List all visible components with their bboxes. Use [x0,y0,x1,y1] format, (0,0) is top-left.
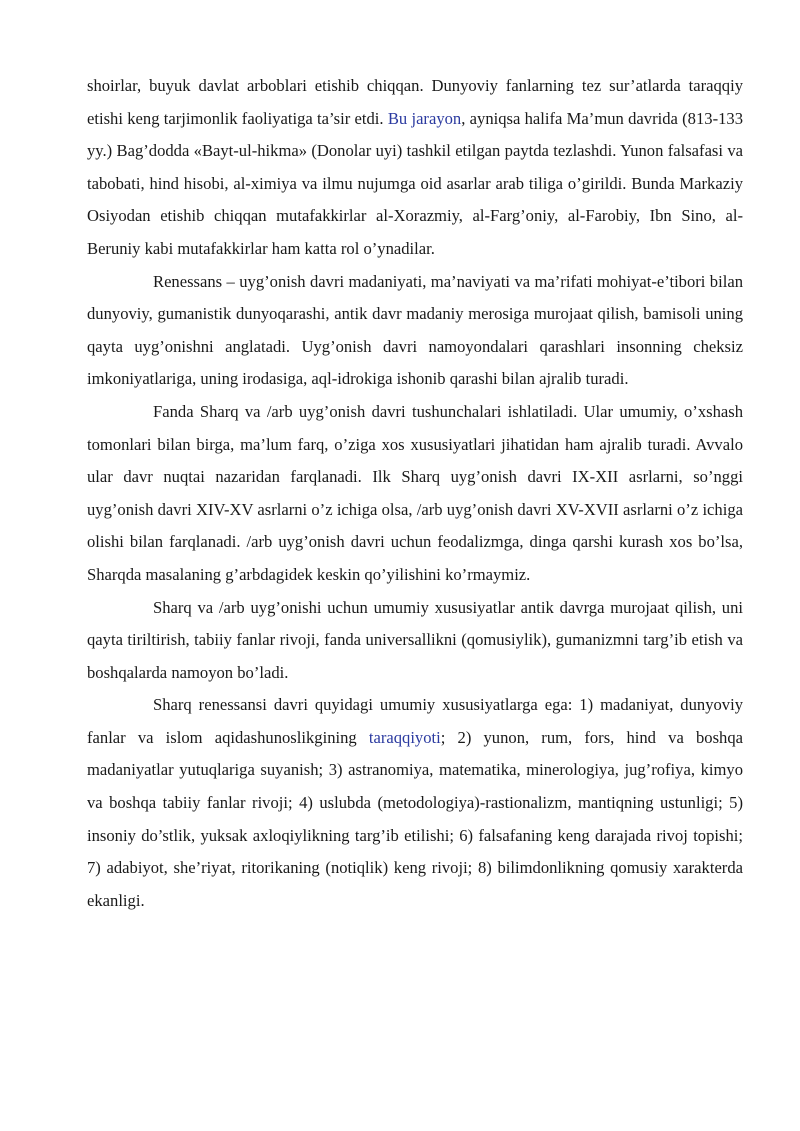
bu-jarayon-link[interactable]: Bu jarayon [387,108,462,128]
paragraph-4 [87,592,743,690]
paragraph-5-text-2: ; 2) yunon, rum, fors, hind va boshqa madaniyatlar yutuqlariga suyanish; 3) astranomiya, matematika, minerologiya, jug’rofiya, kimyo va boshqa tabiiy fanlar rivoji; 4) uslubda (metodologiya)-rastionalizm, mantiqning ustunligi; 5) insoniy do’stlik, yuksak axloqiylikning targ’ib etilishi; 6) falsafaning keng darajada rivoj topishi; 7) adabiyot, she’riyat, ritorikaning (notiqlik) keng rivoji; 8) bilimdonlikning qomusiy xarakterda ekanligi. [87,727,743,910]
paragraph-2 [87,266,743,396]
document-page [87,70,743,917]
paragraph-4-text: Sharq va /arb uyg’onishi uchun umumiy xususiyatlar antik davrga murojaat qilish, uni qayta tiriltirish, tabiiy fanlar rivoji, fanda universallikni (qomusiylik), gumanizmni targ’ib etish va boshqalarda namoyon bo’ladi. [87,597,743,682]
paragraph-1 [87,70,743,266]
paragraph-5-text-1: Sharq renessansi davri quyidagi umumiy xususiyatlarga ega: 1) madaniyat, dunyoviy fanlar va islom aqidashunoslikgining [87,695,743,747]
taraqqiyoti-link[interactable]: taraqqiyoti [368,727,441,747]
paragraph-2-text: Renessans – uyg’onish davri madaniyati, ma’naviyati va ma’rifati mohiyat-e’tibori bilan dunyoviy, gumanistik dunyoqarashi, antik davr madaniy merosiga murojaat qilish, bamisoli uning qayta uyg’onishni anglatadi. Uyg’onish davri namoyondalari qarashlari insonning cheksiz imkoniyatlariga, uning irodasiga, aql-idrokiga ishonib qarashi bilan ajralib turadi. [87,271,743,389]
paragraph-3-text: Fanda Sharq va /arb uyg’onish davri tushunchalari ishlatiladi. Ular umumiy, o’xshash tomonlari bilan birga, ma’lum farq, o’ziga xos xususiyatlari jihatidan ham ajralib turadi. Avvalo ular davr nuqtai nazaridan farqlanadi. Ilk Sharq uyg’onish davri IX-XII asrlarni, so’nggi uyg’onish davri XIV-XV asrlarni o’z ichiga olsa, /arb uyg’onish davri XV-XVII asrlarni o’z ichiga olishi bilan farqlanadi. /arb uyg’onish davri uchun feodalizmga, dinga qarshi kurash xos bo’lsa, Sharqda masalaning g’arbdagidek keskin qo’yilishini ko’rmaymiz. [87,401,743,584]
paragraph-5 [87,689,743,917]
paragraph-3 [87,396,743,592]
paragraph-1-text-1: shoirlar, buyuk davlat arboblari etishib chiqqan. Dunyoviy fanlarning tez sur’atlarda taraqqiy etishi keng tarjimonlik faoliyatiga ta’sir etdi. [87,76,743,128]
paragraph-1-text-2: , ayniqsa halifa Ma’mun davrida (813-133 yy.) Bag’dodda «Bayt-ul-hikma» (Donolar uyi) tashkil etilgan paytda tezlashdi. Yunon falsafasi va tabobati, hind hisobi, al-ximiya va ilmu nujumga oid asarlar arab tiliga o’girildi. Bunda Markaziy Osiyodan etishib chiqqan mutafakkirlar al-Xorazmiy, al-Farg’oniy, al-Farobiy, Ibn Sino, al-Beruniy kabi mutafakkirlar ham katta rol o’ynadilar. [87,108,743,258]
